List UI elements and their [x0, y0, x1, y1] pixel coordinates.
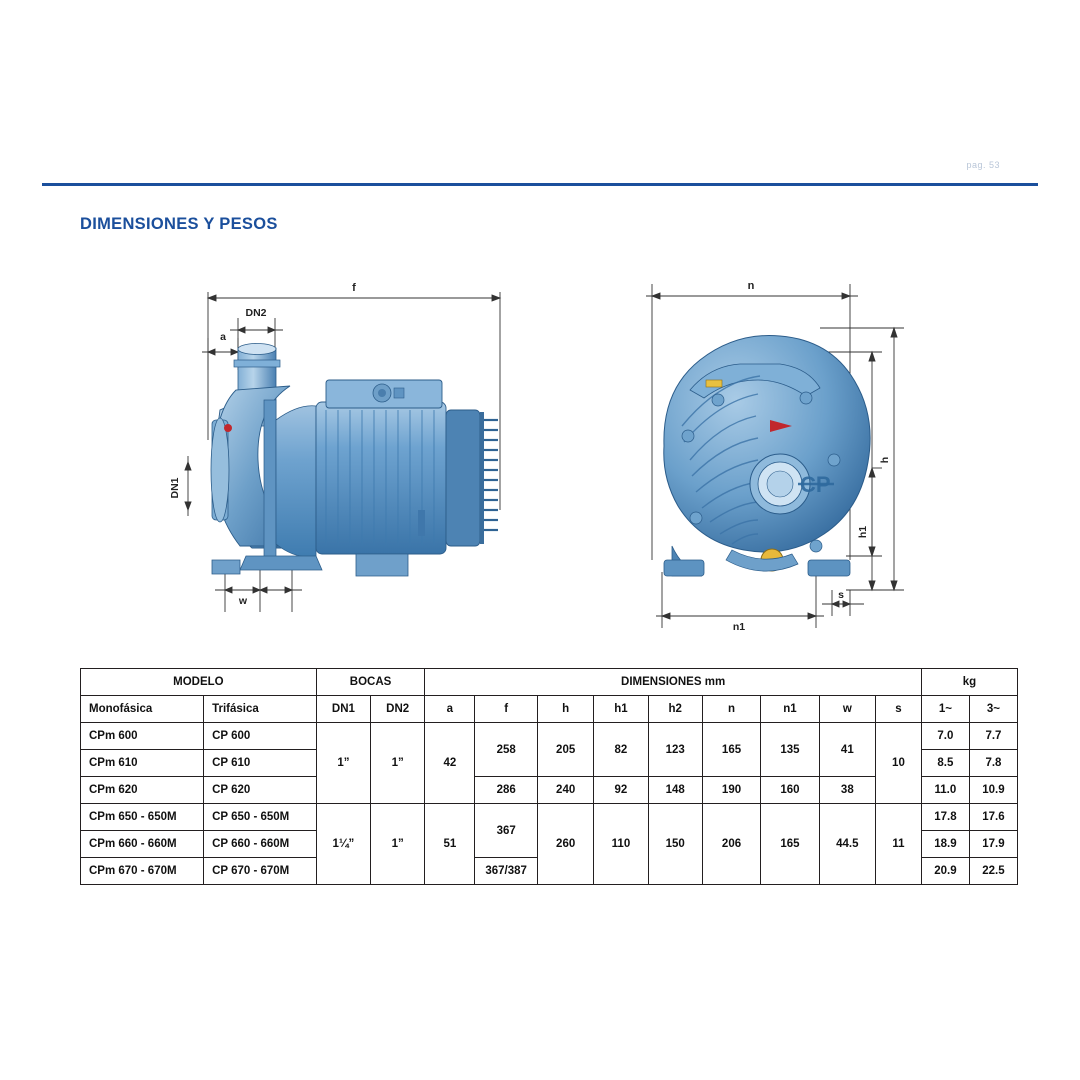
cell-kg3: 7.7: [969, 723, 1017, 750]
table-sub-header-row: [81, 696, 1018, 723]
cell-n: 165: [702, 723, 760, 777]
cell-a: 51: [425, 804, 475, 885]
svg-text:n: n: [747, 280, 755, 292]
cell-h1: 110: [594, 804, 648, 885]
subheader-h: h: [537, 696, 593, 723]
cell-monofasica: CPm 610: [81, 750, 204, 777]
subheader-dn2: DN2: [371, 696, 425, 723]
cell-n1: 135: [761, 723, 819, 777]
cell-kg3: 7.8: [969, 750, 1017, 777]
subheader-monofasica: Monofásica: [81, 696, 204, 723]
svg-text:DN2: DN2: [245, 307, 267, 319]
pump-side-view: [150, 260, 550, 650]
cell-monofasica: CPm 650 - 650M: [81, 804, 204, 831]
cell-kg3: 17.9: [969, 831, 1017, 858]
cell-n1: 165: [761, 804, 819, 885]
cell-kg1: 7.0: [921, 723, 969, 750]
header-rule: [42, 183, 1038, 186]
cell-f: 367/387: [475, 858, 538, 885]
cell-n: 206: [702, 804, 760, 885]
table-row: [81, 723, 1018, 750]
page-title: DIMENSIONES Y PESOS: [80, 215, 278, 233]
page-number: pag. 53: [966, 160, 1000, 170]
cell-s: 10: [876, 723, 922, 804]
cell-trifasica: CP 620: [204, 777, 317, 804]
cell-dn1: 1”: [316, 723, 370, 804]
cell-monofasica: CPm 660 - 660M: [81, 831, 204, 858]
svg-text:f: f: [352, 282, 356, 294]
subheader-kg1: 1~: [921, 696, 969, 723]
cell-dn2: 1”: [371, 723, 425, 804]
cell-trifasica: CP 610: [204, 750, 317, 777]
subheader-s: s: [876, 696, 922, 723]
cell-h1: 82: [594, 723, 648, 777]
svg-text:n1: n1: [732, 621, 746, 633]
cell-f: 286: [475, 777, 538, 804]
cell-kg1: 20.9: [921, 858, 969, 885]
cell-h: 260: [537, 804, 593, 885]
subheader-h1: h1: [594, 696, 648, 723]
subheader-a: a: [425, 696, 475, 723]
svg-text:a: a: [220, 331, 226, 343]
svg-text:s: s: [838, 589, 844, 601]
cell-w: 41: [819, 723, 875, 777]
table-group-header-row: [81, 669, 1018, 696]
brand-logo-text: CP: [800, 472, 831, 497]
svg-text:DN1: DN1: [169, 477, 181, 499]
subheader-h2: h2: [648, 696, 702, 723]
cell-kg1: 8.5: [921, 750, 969, 777]
cell-w: 44.5: [819, 804, 875, 885]
subheader-n: n: [702, 696, 760, 723]
cell-monofasica: CPm 670 - 670M: [81, 858, 204, 885]
subheader-w: w: [819, 696, 875, 723]
header-kg: kg: [921, 669, 1017, 696]
dimensions-table: [80, 668, 1018, 885]
cell-n: 190: [702, 777, 760, 804]
cell-kg1: 17.8: [921, 804, 969, 831]
subheader-dn1: DN1: [316, 696, 370, 723]
dimensions-table-wrapper: [80, 668, 1018, 885]
cell-h2: 123: [648, 723, 702, 777]
subheader-n1: n1: [761, 696, 819, 723]
cell-f: 258: [475, 723, 538, 777]
header-bocas: BOCAS: [316, 669, 425, 696]
cell-h2: 148: [648, 777, 702, 804]
cell-trifasica: CP 660 - 660M: [204, 831, 317, 858]
cell-trifasica: CP 670 - 670M: [204, 858, 317, 885]
cell-kg1: 11.0: [921, 777, 969, 804]
pump-front-view: [620, 260, 940, 650]
svg-text:h1: h1: [857, 525, 869, 539]
table-row: [81, 804, 1018, 831]
cell-h2: 150: [648, 804, 702, 885]
cell-monofasica: CPm 620: [81, 777, 204, 804]
cell-dn1: 1¼”: [316, 804, 370, 885]
cell-h: 240: [537, 777, 593, 804]
subheader-trifasica: Trifásica: [204, 696, 317, 723]
cell-dn2: 1”: [371, 804, 425, 885]
cell-h1: 92: [594, 777, 648, 804]
cell-n1: 160: [761, 777, 819, 804]
cell-s: 11: [876, 804, 922, 885]
cell-trifasica: CP 650 - 650M: [204, 804, 317, 831]
cell-h: 205: [537, 723, 593, 777]
cell-kg1: 18.9: [921, 831, 969, 858]
cell-kg3: 10.9: [969, 777, 1017, 804]
cell-monofasica: CPm 600: [81, 723, 204, 750]
svg-text:w: w: [238, 595, 248, 607]
cell-kg3: 17.6: [969, 804, 1017, 831]
svg-text:h: h: [879, 456, 891, 464]
cell-w: 38: [819, 777, 875, 804]
cell-kg3: 22.5: [969, 858, 1017, 885]
cell-a: 42: [425, 723, 475, 804]
cell-trifasica: CP 600: [204, 723, 317, 750]
subheader-kg3: 3~: [969, 696, 1017, 723]
cell-f: 367: [475, 804, 538, 858]
header-dimensiones: DIMENSIONES mm: [425, 669, 922, 696]
header-modelo: MODELO: [81, 669, 317, 696]
subheader-f: f: [475, 696, 538, 723]
